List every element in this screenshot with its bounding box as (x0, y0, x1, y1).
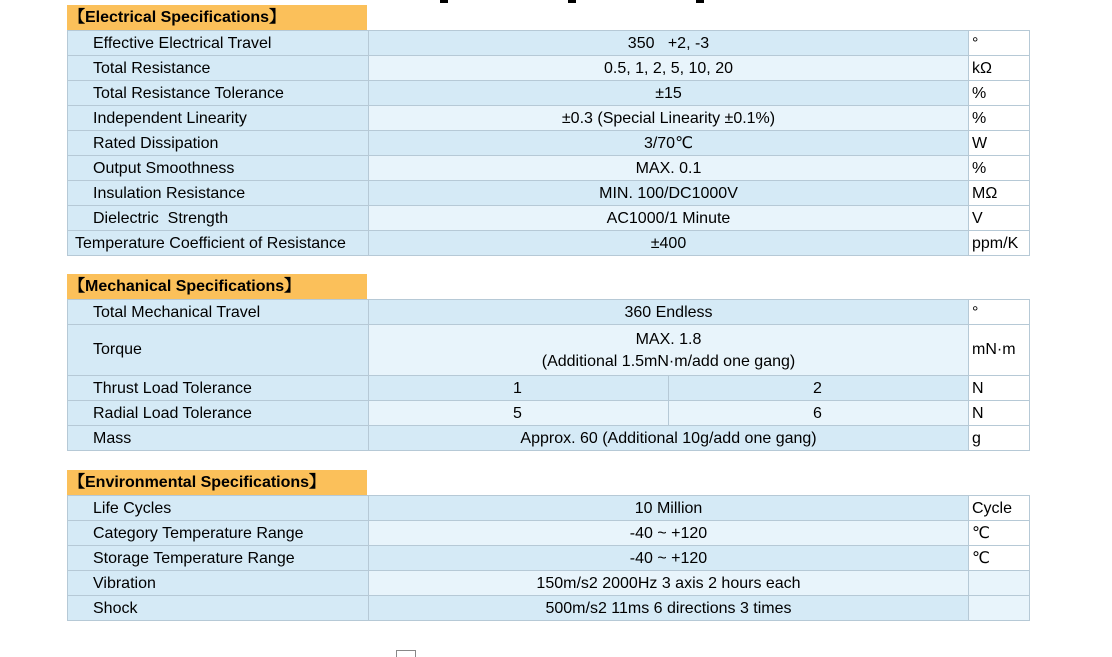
table-row (68, 300, 1030, 325)
spec-label: Category Temperature Range (68, 521, 369, 546)
spec-unit: ℃ (969, 546, 1030, 571)
mechanical-specifications-section (67, 274, 1030, 451)
spec-label: Temperature Coefficient of Resistance (68, 231, 369, 256)
table-row (68, 31, 1030, 56)
spec-value: 150m/s2 2000Hz 3 axis 2 hours each (369, 571, 969, 596)
spec-unit: V (969, 206, 1030, 231)
table-row (68, 206, 1030, 231)
spec-value: ±0.3 (Special Linearity ±0.1%) (369, 106, 969, 131)
spec-value: 0.5, 1, 2, 5, 10, 20 (369, 56, 969, 81)
spec-label: Radial Load Tolerance (68, 401, 369, 426)
spec-unit: N (969, 376, 1030, 401)
electrical-specifications-section (67, 5, 1030, 256)
table-row (68, 376, 1030, 401)
table-row (68, 231, 1030, 256)
table-row (68, 426, 1030, 451)
spec-unit: N (969, 401, 1030, 426)
spec-label: Independent Linearity (68, 106, 369, 131)
spec-unit (969, 571, 1030, 596)
spec-label: Insulation Resistance (68, 181, 369, 206)
spec-unit: ℃ (969, 521, 1030, 546)
spec-unit (969, 596, 1030, 621)
table-row (68, 56, 1030, 81)
table-row (68, 106, 1030, 131)
spec-label: Storage Temperature Range (68, 546, 369, 571)
spec-unit: mN·m (969, 325, 1030, 376)
spec-unit: kΩ (969, 56, 1030, 81)
spec-value: -40 ~ +120 (369, 546, 969, 571)
spec-value: 2 (669, 376, 969, 401)
spec-label: Shock (68, 596, 369, 621)
spec-value: 500m/s2 11ms 6 directions 3 times (369, 596, 969, 621)
spec-value: 6 (669, 401, 969, 426)
table-row (68, 156, 1030, 181)
spec-unit: MΩ (969, 181, 1030, 206)
spec-label: Output Smoothness (68, 156, 369, 181)
spec-label: Effective Electrical Travel (68, 31, 369, 56)
spec-value: 5 (369, 401, 669, 426)
spec-value: AC1000/1 Minute (369, 206, 969, 231)
spec-label: Life Cycles (68, 496, 369, 521)
table-row (68, 496, 1030, 521)
spec-unit: Cycle (969, 496, 1030, 521)
spec-unit: % (969, 81, 1030, 106)
spec-value: -40 ~ +120 (369, 521, 969, 546)
spec-unit: W (969, 131, 1030, 156)
table-row (68, 81, 1030, 106)
spec-label: Rated Dissipation (68, 131, 369, 156)
spec-value: 3/70℃ (369, 131, 969, 156)
spec-value: Approx. 60 (Additional 10g/add one gang) (369, 426, 969, 451)
table-row (68, 325, 1030, 376)
spec-label: Thrust Load Tolerance (68, 376, 369, 401)
table-row (68, 596, 1030, 621)
spec-value: MAX. 0.1 (369, 156, 969, 181)
environmental-spec-table (67, 495, 1030, 621)
electrical-section-title: 【Electrical Specifications】 (67, 5, 367, 30)
spec-value: 10 Million (369, 496, 969, 521)
environmental-section-title: 【Environmental Specifications】 (67, 470, 367, 495)
spec-unit: % (969, 156, 1030, 181)
environmental-specifications-section (67, 470, 1030, 621)
table-row (68, 571, 1030, 596)
spec-value (369, 325, 969, 376)
spec-label: Total Resistance Tolerance (68, 81, 369, 106)
spec-unit: ° (969, 300, 1030, 325)
spec-value: ±400 (369, 231, 969, 256)
spec-label: Mass (68, 426, 369, 451)
torque-value-line: MAX. 1.8 (635, 331, 702, 348)
spec-value: 360 Endless (369, 300, 969, 325)
table-row (68, 401, 1030, 426)
spec-value: MIN. 100/DC1000V (369, 181, 969, 206)
spec-value: ±15 (369, 81, 969, 106)
mechanical-spec-table (67, 299, 1030, 451)
torque-note-line: (Additional 1.5mN·m/add one gang) (541, 353, 796, 370)
cropped-header-fragment (440, 0, 900, 4)
spec-value: 350 +2, -3 (369, 31, 969, 56)
spec-label: Total Resistance (68, 56, 369, 81)
spec-label: Torque (68, 325, 369, 376)
spec-unit: ppm/K (969, 231, 1030, 256)
spec-label: Dielectric Strength (68, 206, 369, 231)
table-row (68, 521, 1030, 546)
spec-label: Vibration (68, 571, 369, 596)
spec-value: 1 (369, 376, 669, 401)
spec-unit: ° (969, 31, 1030, 56)
table-row (68, 131, 1030, 156)
table-row (68, 546, 1030, 571)
table-row (68, 181, 1030, 206)
spec-unit: % (969, 106, 1030, 131)
spec-unit: g (969, 426, 1030, 451)
mechanical-section-title: 【Mechanical Specifications】 (67, 274, 367, 299)
electrical-spec-table (67, 30, 1030, 256)
spec-label: Total Mechanical Travel (68, 300, 369, 325)
